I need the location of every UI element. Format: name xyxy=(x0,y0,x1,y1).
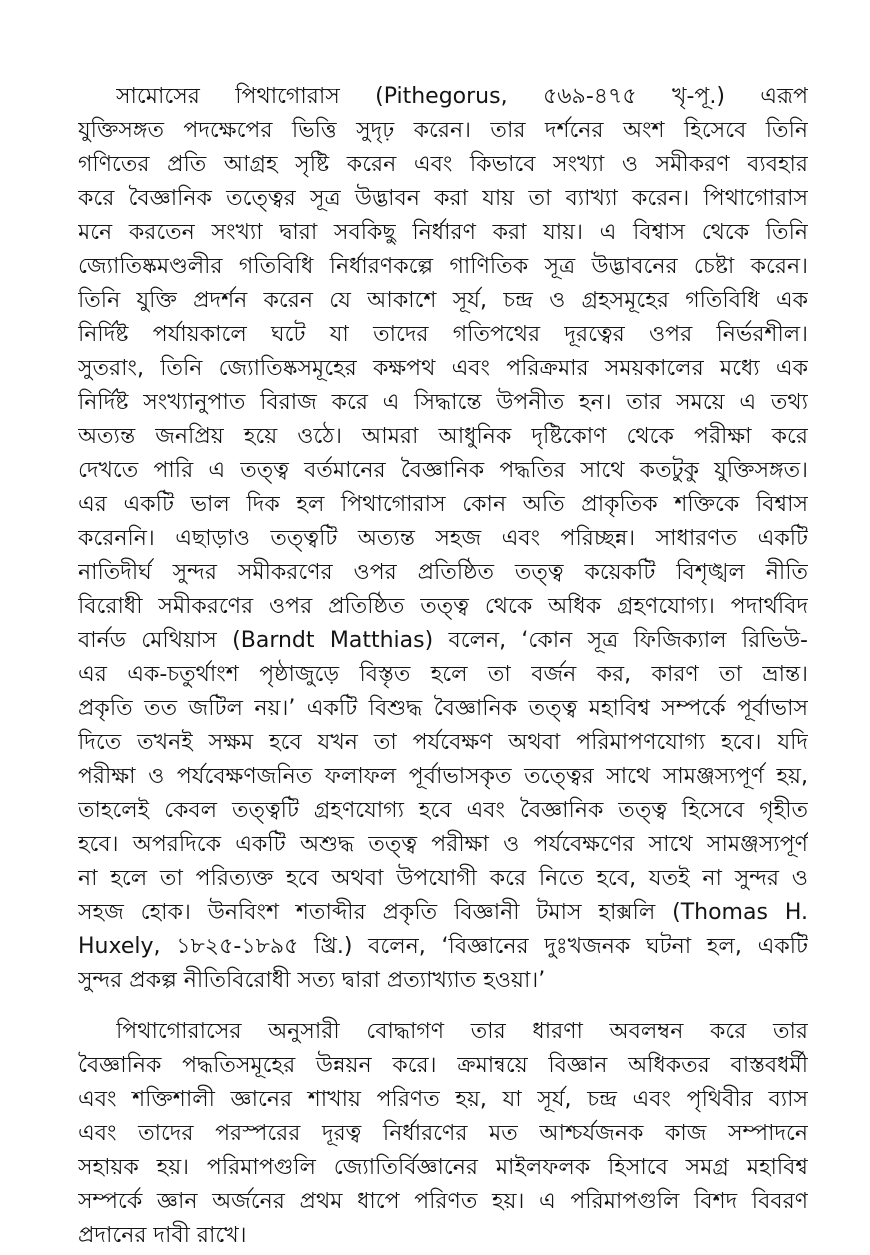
text-line: না হলে তা পরিত্যক্ত হবে অথবা উপযোগী করে নিতে হবে, যতই না সুন্দর ও xyxy=(78,866,808,891)
text-line: করে বৈজ্ঞানিক তত্ত্বের সূত্র উদ্ভাবন করা যায় তা ব্যাখ্যা করেন। পিথাগোরাস xyxy=(78,186,808,211)
text-line: প্রকৃতি তত জটিল নয়।’ একটি বিশুদ্ধ বৈজ্ঞানিক তত্ত্ব মহাবিশ্ব সম্পর্কে পূর্বাভাস xyxy=(78,696,808,721)
text-line: Huxely, ১৮২৫-১৮৯৫ খ্রি.) বলেন, ‘বিজ্ঞানের দুঃখজনক ঘটনা হল, একটি xyxy=(78,934,808,959)
text-line: করেননি। এছাড়াও তত্ত্বটি অত্যন্ত সহজ এবং পরিচ্ছন্ন। সাধারণত একটি xyxy=(78,526,808,551)
text-line: সহায়ক হয়। পরিমাপগুলি জ্যোতির্বিজ্ঞানের মাইলফলক হিসাবে সমগ্র মহাবিশ্ব xyxy=(78,1155,808,1180)
text-line: তিনি যুক্তি প্রদর্শন করেন যে আকাশে সূর্য, চন্দ্র ও গ্রহসমূহের গতিবিধি এক xyxy=(78,288,808,313)
text-line: যুক্তিসঙ্গত পদক্ষেপের ভিত্তি সুদৃঢ় করেন। তার দর্শনের অংশ হিসেবে তিনি xyxy=(78,118,808,143)
text-line: বার্নড মেথিয়াস (Barndt Matthias) বলেন, ‘কোন সূত্র ফিজিক্যাল রিভিউ- xyxy=(78,628,808,653)
text-line: সুন্দর প্রকল্প নীতিবিরোধী সত্য দ্বারা প্রত্যাখ্যাত হওয়া।’ xyxy=(78,968,546,993)
text-line: বৈজ্ঞানিক পদ্ধতিসমূহের উন্নয়ন করে। ক্রমান্বয়ে বিজ্ঞান অধিকতর বাস্তবধর্মী xyxy=(78,1053,808,1078)
text-line: এর এক-চতুর্থাংশ পৃষ্ঠাজুড়ে বিস্তৃত হলে তা বর্জন কর, কারণ তা ভ্রান্ত। xyxy=(78,662,808,687)
text-line: অত্যন্ত জনপ্রিয় হয়ে ওঠে। আমরা আধুনিক দৃষ্টিকোণ থেকে পরীক্ষা করে xyxy=(78,424,808,449)
text-line: তাহলেই কেবল তত্ত্বটি গ্রহণযোগ্য হবে এবং বৈজ্ঞানিক তত্ত্ব হিসেবে গৃহীত xyxy=(78,798,808,823)
text-line: হবে। অপরদিকে একটি অশুদ্ধ তত্ত্ব পরীক্ষা ও পর্যবেক্ষণের সাথে সামঞ্জস্যপূর্ণ xyxy=(78,832,808,857)
text-line: সহজ হোক। উনবিংশ শতাব্দীর প্রকৃতি বিজ্ঞানী টমাস হাক্সলি (Thomas H. xyxy=(78,900,808,925)
text-line: নির্দিষ্ট সংখ্যানুপাত বিরাজ করে এ সিদ্ধান্তে উপনীত হন। তার সময়ে এ তথ্য xyxy=(78,390,808,415)
text-line: নাতিদীর্ঘ সুন্দর সমীকরণের ওপর প্রতিষ্ঠিত তত্ত্ব কয়েকটি বিশৃঙ্খল নীতি xyxy=(78,560,808,585)
text-line: সামোসের পিথাগোরাস (Pithegorus, ৫৬৯-৪৭৫ খৃ-পূ.) এরূপ xyxy=(116,84,808,109)
text-line: এবং শক্তিশালী জ্ঞানের শাখায় পরিণত হয়, যা সূর্য, চন্দ্র এবং পৃথিবীর ব্যাস xyxy=(78,1087,808,1112)
text-line: সম্পর্কে জ্ঞান অর্জনের প্রথম ধাপে পরিণত হয়। এ পরিমাপগুলি বিশদ বিবরণ xyxy=(78,1189,808,1214)
text-line: মনে করতেন সংখ্যা দ্বারা সবকিছু নির্ধারণ করা যায়। এ বিশ্বাস থেকে তিনি xyxy=(78,220,808,245)
text-line: প্রদানের দাবী রাখে। xyxy=(78,1223,247,1248)
text-line: পরীক্ষা ও পর্যবেক্ষণজনিত ফলাফল পূর্বাভাসকৃত তত্ত্বের সাথে সামঞ্জস্যপূর্ণ হয়, xyxy=(78,764,808,789)
text-line: বিরোধী সমীকরণের ওপর প্রতিষ্ঠিত তত্ত্ব থেকে অধিক গ্রহণযোগ্য। পদার্থবিদ xyxy=(78,594,808,619)
text-line: নির্দিষ্ট পর্যায়কালে ঘটে যা তাদের গতিপথের দূরত্বের ওপর নির্ভরশীল। xyxy=(78,322,808,347)
text-line: দিতে তখনই সক্ষম হবে যখন তা পর্যবেক্ষণ অথবা পরিমাপণযোগ্য হবে। যদি xyxy=(78,730,808,755)
text-line: জ্যোতিষ্কমণ্ডলীর গতিবিধি নির্ধারণকল্পে গাণিতিক সূত্র উদ্ভাবনের চেষ্টা করেন। xyxy=(78,254,808,279)
text-line: পিথাগোরাসের অনুসারী বোদ্ধাগণ তার ধারণা অবলম্বন করে তার xyxy=(116,1019,808,1044)
text-line: গণিতের প্রতি আগ্রহ সৃষ্টি করেন এবং কিভাবে সংখ্যা ও সমীকরণ ব্যবহার xyxy=(78,152,808,177)
text-line: দেখতে পারি এ তত্ত্ব বর্তমানের বৈজ্ঞানিক পদ্ধতির সাথে কতটুকু যুক্তিসঙ্গত। xyxy=(78,458,808,483)
text-line: এবং তাদের পরস্পরের দূরত্ব নির্ধারণের মত আশ্চর্যজনক কাজ সম্পাদনে xyxy=(78,1121,808,1146)
text-line: সুতরাং, তিনি জ্যোতিষ্কসমূহের কক্ষপথ এবং পরিক্রমার সময়কালের মধ্যে এক xyxy=(78,356,808,381)
text-line: এর একটি ভাল দিক হল পিথাগোরাস কোন অতি প্রাকৃতিক শক্তিকে বিশ্বাস xyxy=(78,492,808,517)
